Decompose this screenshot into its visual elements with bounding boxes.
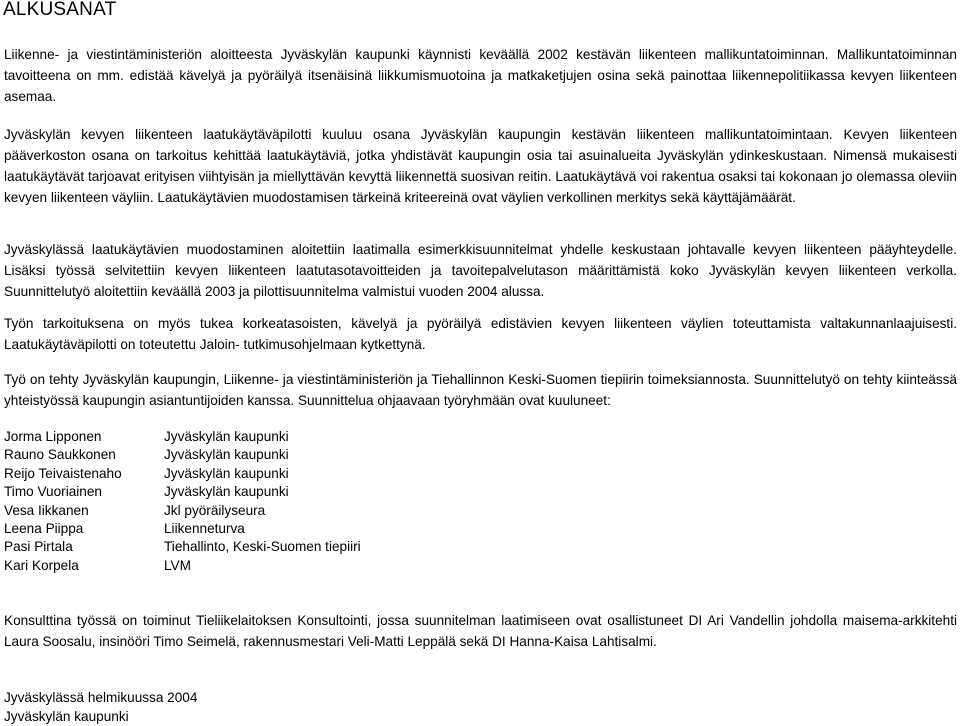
signature-place-date: Jyväskylässä helmikuussa 2004 xyxy=(4,690,198,705)
list-item xyxy=(4,557,504,575)
paragraph-commission: Työ on tehty Jyväskylän kaupungin, Liikenne- ja viestintäministeriön ja Tiehallinnon Keski-Suomen tiepiirin toimeksiannosta. Suunnittelutyö on tehty kiinteässä yhteistyössä kaupungin asiantuntijoiden kanssa. Suunnittelua ohjaavaan työryhmään ovat kuuluneet: xyxy=(4,372,957,408)
paragraph-consultant: Konsulttina työssä on toiminut Tieliikelaitoksen Konsultointi, jossa suunnitelman laatimiseen ovat osallistuneet DI Ari Vandellin johdolla maisema-arkkitehti Laura Soosalu, insinööri Timo Seimelä, rakennusmestari Veli-Matti Leppälä sekä DI Hanna-Kaisa Lahtisalmi. xyxy=(4,613,957,649)
list-item xyxy=(4,465,504,483)
page-title: ALKUSANAT xyxy=(3,0,117,20)
member-name: Timo Vuoriainen xyxy=(4,484,102,500)
working-group-list xyxy=(4,428,504,575)
member-organization: Jyväskylän kaupunki xyxy=(164,429,289,444)
paragraph-purpose: Työn tarkoituksena on myös tukea korkeatasoisten, kävelyä ja pyöräilyä edistävien kevyen liikenteen väylien toteuttamista valtakunnanlaajuisesti. Laatukäytäväpilotti on toteutettu Jaloin- tutkimusohjelmaan kytkettynä. xyxy=(4,316,957,352)
member-organization: Tiehallinto, Keski-Suomen tiepiiri xyxy=(164,539,361,555)
signature-block xyxy=(4,689,197,726)
member-name: Vesa Iikkanen xyxy=(4,502,89,518)
member-organization: Jyväskylän kaupunki xyxy=(164,465,289,481)
list-item xyxy=(4,520,504,538)
member-name: Jorma Lipponen xyxy=(4,429,102,444)
member-name: Leena Piippa xyxy=(4,520,84,536)
paragraph-pilot: Jyväskylän kevyen liikenteen laatukäytäväpilotti kuuluu osana Jyväskylän kaupungin kestävän liikenteen mallikuntatoimintaan. Kevyen liikenteen pääverkoston osana on tarkoitus kehittää laatukäytäviä, jotka yhdistävät kaupungin osia tai asuinalueita Jyväskylän ydinkeskustaan. Nimensä mukaisesti laatukäytävät tarjoavat erityisen viihtyisän ja miellyttävän kevyttä liikennettä suosivan reitin. Laatukäytävä voi rakentua osaksi tai kokonaan jo olemassa oleviin kevyen liikenteen väyliin. Laatukäytävien muodostamisen tärkeinä kriteereinä ovat väylien verkollinen merkitys sekä käyttäjämäärät. xyxy=(4,127,957,205)
paragraph-intro: Liikenne- ja viestintäministeriön aloitteesta Jyväskylän kaupunki käynnisti keväällä 2002 kestävän liikenteen mallikuntatoiminnan. Mallikuntatoiminnan tavoitteena on mm. edistää kävelyä ja pyöräilyä itsenäisinä liikkumismuotoina ja matkaketjujen osina sekä painottaa liikennepolitiikassa kevyen liikenteen asemaa. xyxy=(4,47,957,104)
member-organization: Jyväskylän kaupunki xyxy=(164,447,289,463)
list-item xyxy=(4,538,504,556)
paragraph-implementation: Jyväskylässä laatukäytävien muodostaminen aloitettiin laatimalla esimerkkisuunnitelmat yhdelle keskustaan johtavalle kevyen liikenteen pääyhteydelle. Lisäksi työssä selvitettiin kevyen liikenteen laatutasotavoitteiden ja tavoitepalvelutason määrittämistä koko Jyväskylän kevyen liikenteen verkolla. Suunnittelutyö aloitettiin keväällä 2003 ja pilottisuunnitelma valmistui vuoden 2004 alussa. xyxy=(4,242,957,299)
member-organization: Jkl pyöräilyseura xyxy=(164,502,266,518)
signature-organization: Jyväskylän kaupunki xyxy=(4,708,129,724)
list-item xyxy=(4,502,504,520)
member-name: Rauno Saukkonen xyxy=(4,447,116,463)
member-organization: Liikenneturva xyxy=(164,520,245,536)
member-name: Pasi Pirtala xyxy=(4,539,73,555)
list-item xyxy=(4,446,504,464)
member-name: Kari Korpela xyxy=(4,557,79,573)
member-name: Reijo Teivaistenaho xyxy=(4,465,122,481)
member-organization: LVM xyxy=(164,557,191,573)
list-item xyxy=(4,483,504,501)
member-organization: Jyväskylän kaupunki xyxy=(164,484,289,500)
list-item xyxy=(4,428,504,446)
